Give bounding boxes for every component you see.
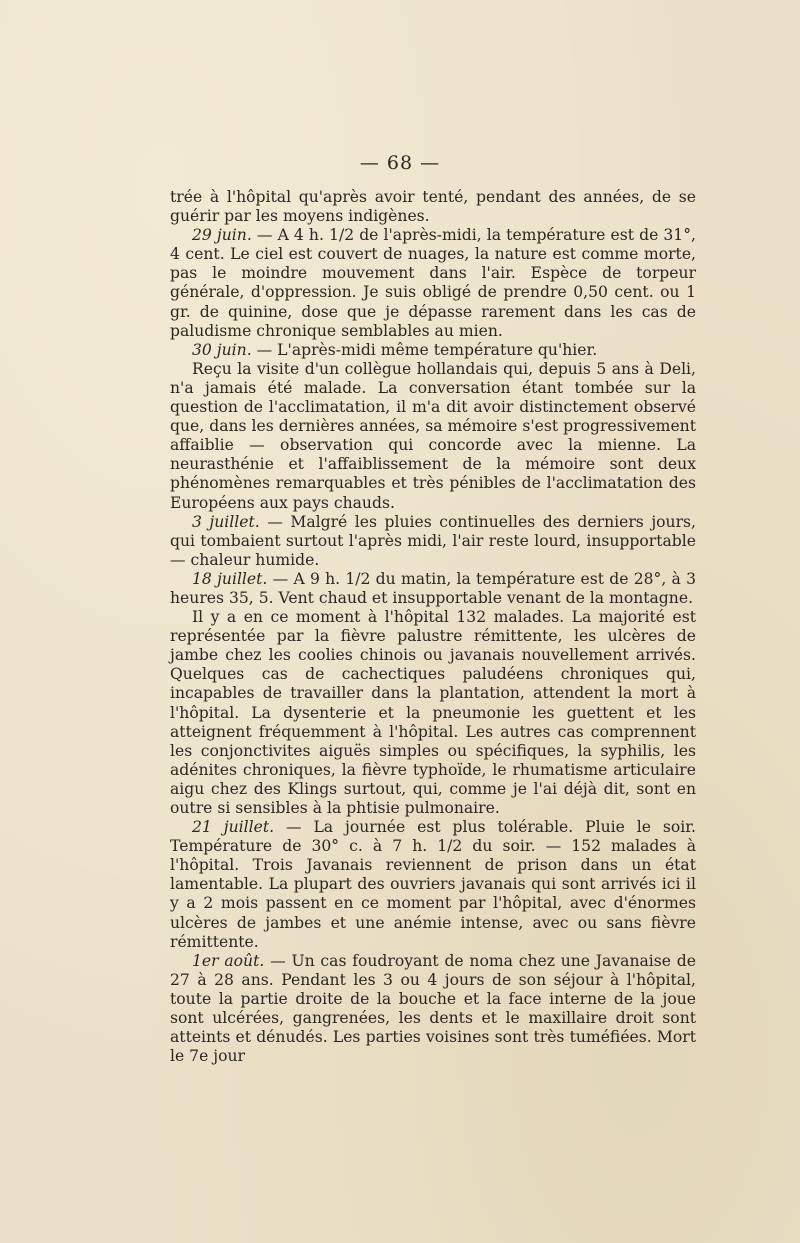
body-text	[170, 188, 696, 1066]
entry-date: 21 juillet.	[192, 818, 275, 837]
paragraph-3	[170, 341, 696, 360]
paragraph-5	[170, 513, 696, 570]
entry-date: 1er août.	[192, 951, 265, 970]
paragraph-9	[170, 952, 696, 1067]
paragraph-8-text: — La journée est plus tolérable. Pluie le soir. Température de 30° c. à 7 h. 1/2 du soir. — 152 malades à l'hôpital. Trois Javanais reviennent de prison dans un état lamentable. La plupart des ouvriers javanais qui sont arrivés ici il y a 2 mois passent en ce moment par l'hôpital, avec d'énormes ulcères de jambes et une anémie intense, avec ou sans fièvre rémittente.	[170, 818, 696, 951]
paragraph-4-text: Reçu la visite d'un collègue hollandais qui, depuis 5 ans à Deli, n'a jamais été malade. La conversation étant tombée sur la question de l'acclimatation, il m'a dit avoir distinctement observé que, dans les dernières années, sa mémoire s'est progressivement affaiblie — observation qui concorde avec la mienne. La neurasthénie et l'affaiblissement de la mémoire sont deux phénomènes remarquables et très pénibles de l'acclimatation des Européens aux pays chauds.	[170, 359, 696, 512]
paragraph-7-text: Il y a en ce moment à l'hôpital 132 malades. La majorité est représentée par la fièvre palustre rémittente, les ulcères de jambe chez les coolies chinois ou javanais nouvellement arrivés. Quelques cas de cachectiques paludéens chroniques qui, incapables de travailler dans la plantation, attendent la mort à l'hôpital. La dysenterie et la pneumonie les guettent et les atteignent fréquemment à l'hôpital. Les autres cas comprennent les conjonctivites aiguës simples ou spécifiques, la syphilis, les adénites chroniques, la fièvre typhoïde, le rhumatisme articulaire aigu chez des Klings surtout, qui, comme je l'ai déjà dit, sont en outre si sensibles à la phtisie pulmonaire.	[170, 608, 696, 817]
entry-date: 3 juillet.	[192, 512, 260, 531]
paragraph-3-text: — L'après-midi même température qu'hier.	[251, 340, 598, 359]
paragraph-2-text: — A 4 h. 1/2 de l'après-midi, la température est de 31°, 4 cent. Le ciel est couvert de nuages, la nature est comme morte, pas le moindre mouvement dans l'air. Espèce de torpeur générale, d'oppression. Je suis obligé de prendre 0,50 cent. ou 1 gr. de quinine, dose que je dépasse rarement dans les cas de paludisme chronique semblables au mien.	[170, 226, 696, 340]
paragraph-7	[170, 608, 696, 818]
paragraph-5-text: — Malgré les pluies continuelles des derniers jours, qui tombaient surtout l'après midi, l'air reste lourd, insupportable — chaleur humide.	[170, 512, 697, 569]
paragraph-8	[170, 818, 696, 952]
paragraph-4	[170, 360, 696, 513]
paragraph-1	[170, 188, 696, 226]
paragraph-6-text: — A 9 h. 1/2 du matin, la température est de 28°, à 3 heures 35, 5. Vent chaud et insupportable venant de la montagne.	[170, 569, 696, 607]
paragraph-9-text: — Un cas foudroyant de noma chez une Javanaise de 27 à 28 ans. Pendant les 3 ou 4 jours de son séjour à l'hôpital, toute la partie droite de la bouche et la face interne de la joue sont ulcérées, gangrenées, les dents et le maxillaire droit sont atteints et dénudés. Les parties voisines sont très tuméfiées. Mort le 7e jour	[170, 951, 696, 1066]
page-number: — 68 —	[359, 152, 441, 174]
entry-date: 30 juin.	[192, 340, 252, 359]
entry-date: 29 juin.	[192, 226, 252, 245]
entry-date: 18 juillet.	[192, 569, 268, 588]
paragraph-1-text: trée à l'hôpital qu'après avoir tenté, pendant des années, de se guérir par les moyens indigènes.	[170, 188, 696, 226]
paragraph-2	[170, 226, 696, 341]
paragraph-6	[170, 570, 696, 608]
